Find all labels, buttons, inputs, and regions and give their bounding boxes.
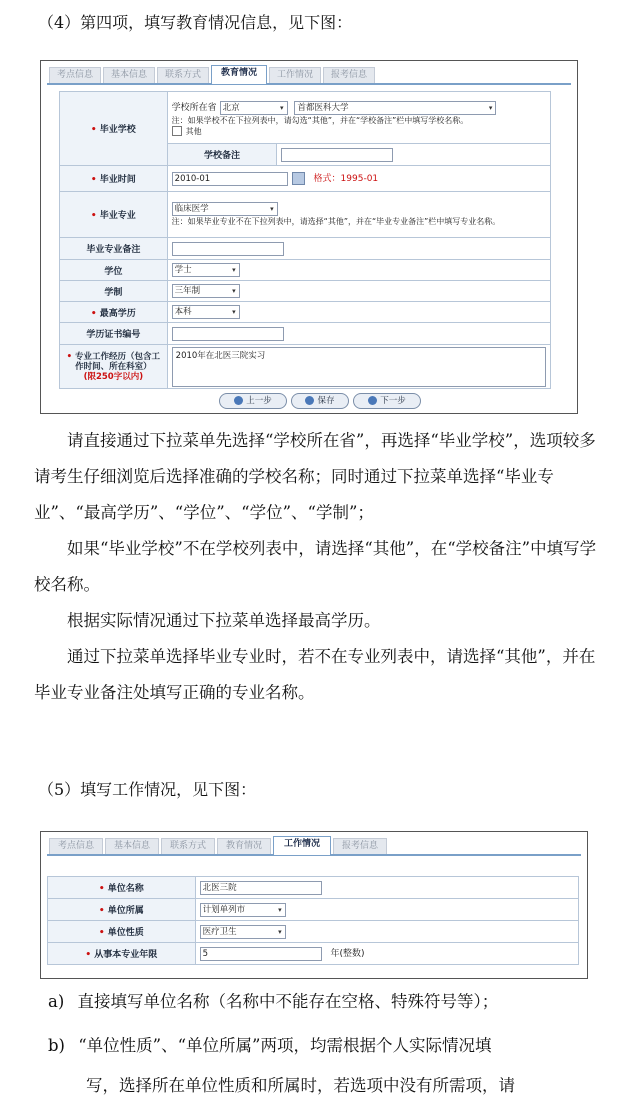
tab-exam-site[interactable]: 考点信息 (49, 838, 103, 854)
system-select[interactable]: 三年制 ▾ (172, 284, 240, 298)
next-button[interactable]: 下一步 (353, 393, 421, 409)
school-remark-label: 学校备注 (167, 144, 277, 166)
tab-education[interactable]: 教育情况 (217, 838, 271, 854)
unit-type-cell (195, 921, 578, 943)
list-text-a: 直接填写单位名称（名称中不能存在空格、特殊符号等）； (77, 992, 499, 1011)
grad-time-cell (167, 166, 550, 192)
form-tabs (47, 65, 571, 85)
exp-label-cell: • 专业工作经历（包含工作时间、所在科室） (限250字以内) (60, 345, 168, 389)
system-cell (167, 281, 550, 302)
unit-name-label: 单位名称 (107, 884, 144, 894)
work-table (47, 876, 579, 965)
major-remark-label: 毕业专业备注 (60, 238, 168, 260)
major-label-cell: • 毕业专业 (60, 192, 168, 238)
arrow-left-icon (234, 396, 243, 405)
degree-cell (167, 260, 550, 281)
grad-time-input[interactable]: 2010-01 (172, 172, 288, 186)
cert-input[interactable] (172, 327, 284, 341)
tab-application[interactable]: 报考信息 (323, 67, 375, 83)
para-major-other: 通过下拉菜单选择毕业专业时，若不在专业列表中，请选择“其他”，并在毕业专业备注处填写正确的专业名称。 (34, 647, 596, 702)
para-highest-edu: 根据实际情况通过下拉菜单选择最高学历。 (67, 611, 381, 630)
major-remark-cell (167, 238, 550, 260)
exp-textarea[interactable]: 2010年在北医三院实习 (172, 347, 546, 387)
years-label: 从事本专业年限 (94, 950, 158, 960)
section4-heading: （4）第四项，填写教育情况信息，见下图： (38, 13, 353, 32)
unit-belong-cell (195, 899, 578, 921)
other-label: 其他 (185, 126, 202, 136)
unit-type-label-cell: • 单位性质 (48, 921, 196, 943)
edu-label-cell: • 最高学历 (60, 302, 168, 323)
school-remark-cell (277, 144, 551, 166)
major-cell (167, 192, 550, 238)
work-form-screenshot (40, 831, 588, 979)
grad-time-format: 格式：1995-01 (313, 174, 379, 185)
school-cell (167, 92, 550, 144)
para-other-school: 如果“毕业学校”不在学校列表中，请选择“其他”，在“学校备注”中填写学校名称。 (34, 539, 597, 594)
list-marker-b: b) (48, 1036, 65, 1055)
calendar-icon[interactable] (292, 172, 305, 185)
list-text-b1: “单位性质”、“单位所属”两项，均需根据个人实际情况填 (78, 1036, 492, 1055)
list-item-b (48, 1028, 608, 1064)
unit-name-input[interactable]: 北医三院 (200, 881, 322, 895)
school-label-cell: • 毕业学校 (60, 92, 168, 166)
section5-heading: （5）填写工作情况，见下图： (38, 780, 257, 799)
education-form-screenshot (40, 60, 578, 414)
years-unit: 年(整数) (330, 949, 365, 960)
system-label: 学制 (60, 281, 168, 302)
tab-education[interactable]: 教育情况 (211, 65, 267, 84)
prev-button[interactable]: 上一步 (219, 393, 287, 409)
province-label: 学校所在省 (171, 103, 217, 114)
tab-basic-info[interactable]: 基本信息 (105, 838, 159, 854)
tab-exam-site[interactable]: 考点信息 (49, 67, 101, 83)
education-table (59, 91, 551, 389)
tab-contact[interactable]: 联系方式 (161, 838, 215, 854)
years-cell (195, 943, 578, 965)
major-label: 毕业专业 (99, 211, 136, 221)
tab-basic-info[interactable]: 基本信息 (103, 67, 155, 83)
save-button[interactable]: 保存 (291, 393, 349, 409)
unit-name-cell (195, 877, 578, 899)
tab-work[interactable]: 工作情况 (269, 67, 321, 83)
tab-contact[interactable]: 联系方式 (157, 67, 209, 83)
para-select-school: 请直接通过下拉菜单先选择“学校所在省”，再选择“毕业学校”，选项较多请考生仔细浏览后选择准确的学校名称；同时通过下拉菜单选择“毕业专业”、“最高学历”、“学位”、“学位”、“学制”； (34, 431, 596, 522)
degree-label: 学位 (60, 260, 168, 281)
edu-label: 最高学历 (99, 308, 136, 319)
exp-label: 专业工作经历（包含工作时间、所在科室） (75, 351, 161, 372)
other-checkbox[interactable] (172, 126, 182, 136)
major-note: 注：如果毕业专业不在下拉列表中，请选择“其他”，并在“毕业专业备注”栏中填写专业名称。 (171, 217, 501, 226)
school-remark-input[interactable] (281, 148, 393, 162)
exp-limit: (限250字以内) (83, 371, 144, 382)
disk-icon (305, 396, 314, 405)
school-select[interactable]: 首都医科大学 ▾ (294, 101, 496, 115)
major-remark-input[interactable] (172, 242, 284, 256)
cert-cell (167, 323, 550, 345)
school-note: 注：如果学校不在下拉列表中，请勾选“其他”，并在“学校备注”栏中填写学校名称。 (171, 115, 469, 125)
unit-name-label-cell: • 单位名称 (48, 877, 196, 899)
unit-belong-label: 单位所属 (107, 906, 144, 916)
edu-cell (167, 302, 550, 323)
list-item-b-cont: 写，选择所在单位性质和所属时，若选项中没有所需项，请 (86, 1076, 515, 1095)
years-input[interactable]: 5 (200, 947, 322, 961)
years-label-cell: • 从事本专业年限 (48, 943, 196, 965)
list-marker-a: a) (48, 992, 65, 1011)
exp-cell (167, 345, 550, 389)
degree-select[interactable]: 学士 ▾ (172, 263, 240, 277)
grad-time-label-cell: • 毕业时间 (60, 166, 168, 192)
list-item-a (48, 984, 608, 1020)
major-select[interactable]: 临床医学 ▾ (172, 202, 278, 216)
grad-time-label: 毕业时间 (99, 175, 136, 185)
unit-type-select[interactable]: 医疗卫生 ▾ (200, 925, 286, 939)
province-select[interactable]: 北京 ▾ (220, 101, 288, 115)
unit-type-label: 单位性质 (107, 928, 144, 938)
unit-belong-select[interactable]: 计划单列市 ▾ (200, 903, 286, 917)
unit-belong-label-cell: • 单位所属 (48, 899, 196, 921)
work-form-tabs (47, 836, 581, 856)
edu-select[interactable]: 本科 ▾ (172, 305, 240, 319)
cert-label: 学历证书编号 (60, 323, 168, 345)
tab-application[interactable]: 报考信息 (333, 838, 387, 854)
arrow-right-icon (368, 396, 377, 405)
tab-work[interactable]: 工作情况 (273, 836, 331, 855)
school-label: 毕业学校 (99, 125, 136, 135)
